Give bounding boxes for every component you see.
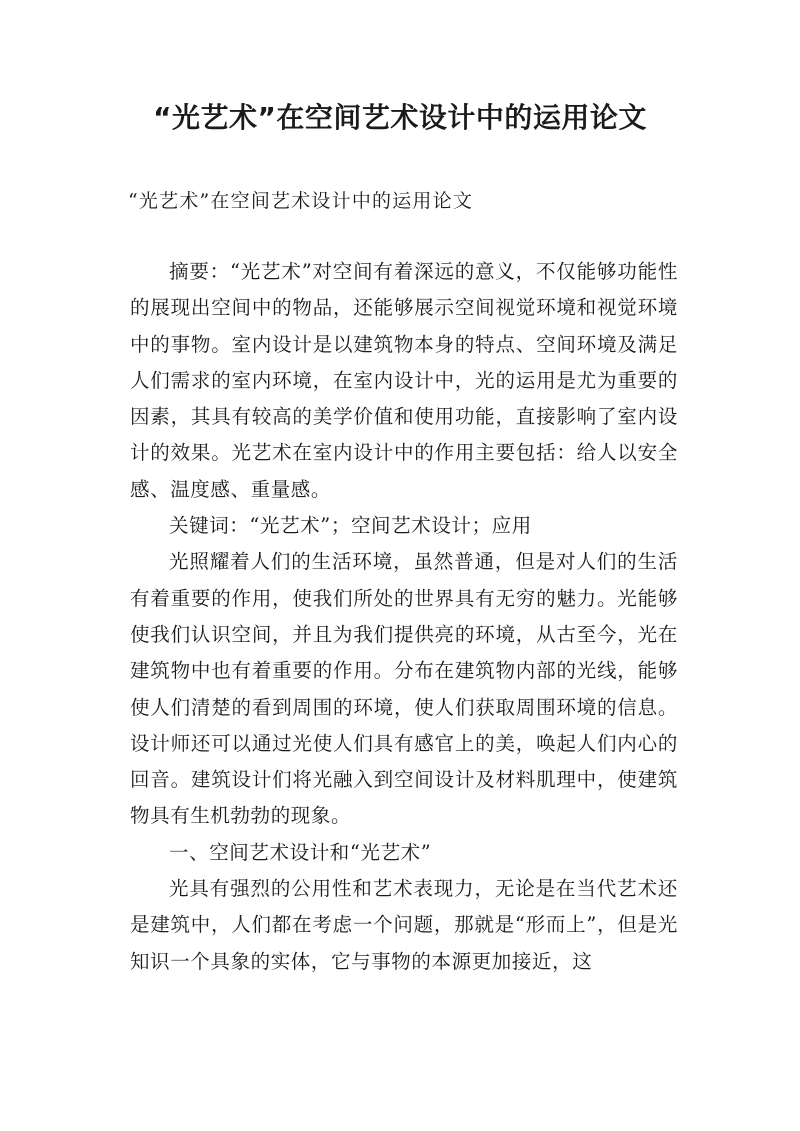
intro-paragraph: 光照耀着人们的生活环境，虽然普通，但是对人们的生活有着重要的作用，使我们所处的世界具有无穷的魅力。光能够使我们认识空间，并且为我们提供亮的环境，从古至今，光在建筑物中也有着重要的作用。分布在建筑物内部的光线，能够使人们清楚的看到周围的环境，使人们获取周围环境的信息。设计师还可以通过光使人们具有感官上的美，唤起人们内心的回音。建筑设计们将光融入到空间设计及材料肌理中，使建筑物具有生机勃勃的现象。 [130,550,678,828]
section-paragraph: 光具有强烈的公用性和艺术表现力，无论是在当代艺术还是建筑中，人们都在考虑一个问题，那就是“形而上”，但是光知识一个具象的实体，它与事物的本源更加接近，这 [130,877,678,973]
document-title: “光艺术”在空间艺术设计中的运用论文 [153,101,647,134]
document-body [130,254,678,980]
document-subtitle: “光艺术”在空间艺术设计中的运用论文 [128,190,474,212]
keywords-paragraph: 关键词：“光艺术”；空间艺术设计；应用 [169,514,532,538]
abstract-paragraph: 摘要：“光艺术”对空间有着深远的意义，不仅能够功能性的展现出空间中的物品，还能够展示空间视觉环境和视觉环境中的事物。室内设计是以建筑物本身的特点、空间环境及满足人们需求的室内环境，在室内设计中，光的运用是尤为重要的因素，其具有较高的美学价值和使用功能，直接影响了室内设计的效果。光艺术在室内设计中的作用主要包括：给人以安全感、温度感、重量感。 [130,260,678,501]
section-heading: 一、空间艺术设计和“光艺术” [169,840,432,864]
